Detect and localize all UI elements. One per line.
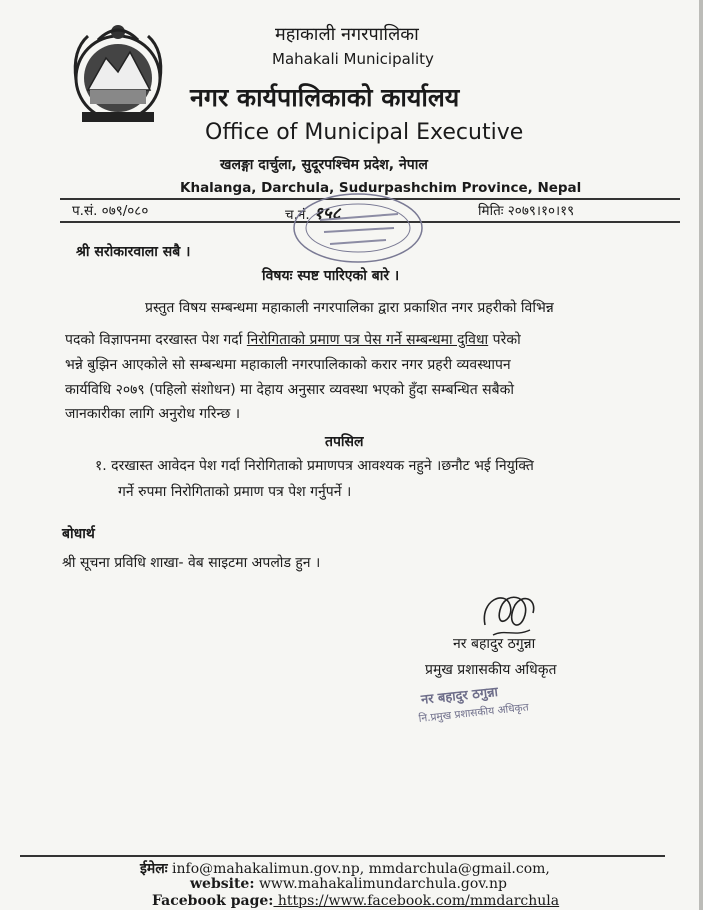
handwritten-signature	[475, 585, 545, 640]
reference-ps: प.सं. ०७९/०८०	[72, 203, 149, 219]
footer-facebook	[152, 893, 559, 909]
header-english-address: Khalanga, Darchula, Sudurpashchim Province, Nepal	[180, 180, 582, 196]
reference-date: मितिः २०७९।१०।१९	[478, 203, 575, 219]
list-item-1-line-1: १. दरखास्त आवेदन पेश गर्दा निरोगिताको प्रमाणपत्र आवश्यक नहुने ।छनौट भई नियुक्ति	[95, 458, 534, 474]
footer-website-label: website:	[190, 876, 255, 892]
footer-website-value: www.mahakalimundarchula.gov.np	[254, 876, 507, 892]
footer-email-value: info@mahakalimun.gov.np, mmdarchula@gmail.com,	[167, 861, 550, 877]
header-english-office: Office of Municipal Executive	[205, 120, 524, 145]
paragraph-line-3: भन्ने बुझिन आएकोले सो सम्बन्धमा महाकाली नगरपालिकाको करार नगर प्रहरी व्यवस्थापन	[65, 357, 511, 373]
signatory-name: नर बहादुर ठगुन्ना	[453, 636, 536, 652]
nepal-emblem-logo	[68, 20, 168, 128]
footer-facebook-link[interactable]: https://www.facebook.com/mmdarchula	[273, 893, 560, 909]
signatory-stamp-title: नि.प्रमुख प्रशासकीय अधिकृत	[418, 701, 530, 725]
footer-facebook-label: Facebook page:	[152, 893, 274, 909]
subject-line: विषयः स्पष्ट पारिएको बारे ।	[262, 268, 400, 284]
paragraph-line-5: जानकारीका लागि अनुरोध गरिन्छ ।	[65, 406, 241, 422]
cc-line: श्री सूचना प्रविधि शाखा- वेब साइटमा अपलोड हुन ।	[62, 555, 321, 571]
tapasil-heading: तपसिल	[325, 434, 364, 450]
page-edge-shadow	[699, 0, 703, 910]
signatory-stamp-name: नर बहादुर ठगुन्ना	[420, 684, 499, 708]
paragraph-line-2a: पदको विज्ञापनमा दरखास्त पेश गर्दा	[65, 332, 247, 348]
header-nepali-address: खलङ्गा दार्चुला, सुदूरपश्चिम प्रदेश, नेपाल	[220, 157, 428, 173]
paragraph-line-2	[65, 330, 521, 349]
footer-website	[190, 876, 507, 892]
office-seal-stamp	[290, 190, 425, 268]
paragraph-line-2c: परेको	[488, 332, 521, 348]
header-nepali-office: नगर कार्यपालिकाको कार्यालय	[190, 83, 460, 112]
paragraph-line-1: प्रस्तुत विषय सम्बन्धमा महाकाली नगरपालिका द्वारा प्रकाशित नगर प्रहरीको विभिन्न	[145, 300, 554, 316]
paragraph-line-4: कार्यविधि २०७९ (पहिलो संशोधन) मा देहाय अनुसार व्यवस्था भएको हुँदा सम्बन्धित सबैको	[65, 382, 514, 398]
paragraph-underlined-phrase: निरोगिताको प्रमाण पत्र पेस गर्ने सम्बन्धमा दुविधा	[246, 332, 489, 348]
salutation: श्री सरोकारवाला सबै ।	[76, 244, 191, 260]
footer-rule	[20, 855, 665, 857]
header-english-name: Mahakali Municipality	[272, 50, 434, 68]
footer-email-label: ईमेलः	[140, 861, 168, 877]
list-item-1-line-2: गर्ने रुपमा निरोगिताको प्रमाण पत्र पेश गर्नुपर्ने ।	[118, 484, 352, 500]
bodhartha-heading: बोधार्थ	[62, 526, 95, 542]
reference-cn-value: १५८	[313, 204, 341, 224]
reference-cn-label: च.नं.	[285, 207, 310, 223]
header-nepali-name: महाकाली नगरपालिका	[275, 24, 419, 45]
signatory-title: प्रमुख प्रशासकीय अधिकृत	[425, 662, 557, 678]
